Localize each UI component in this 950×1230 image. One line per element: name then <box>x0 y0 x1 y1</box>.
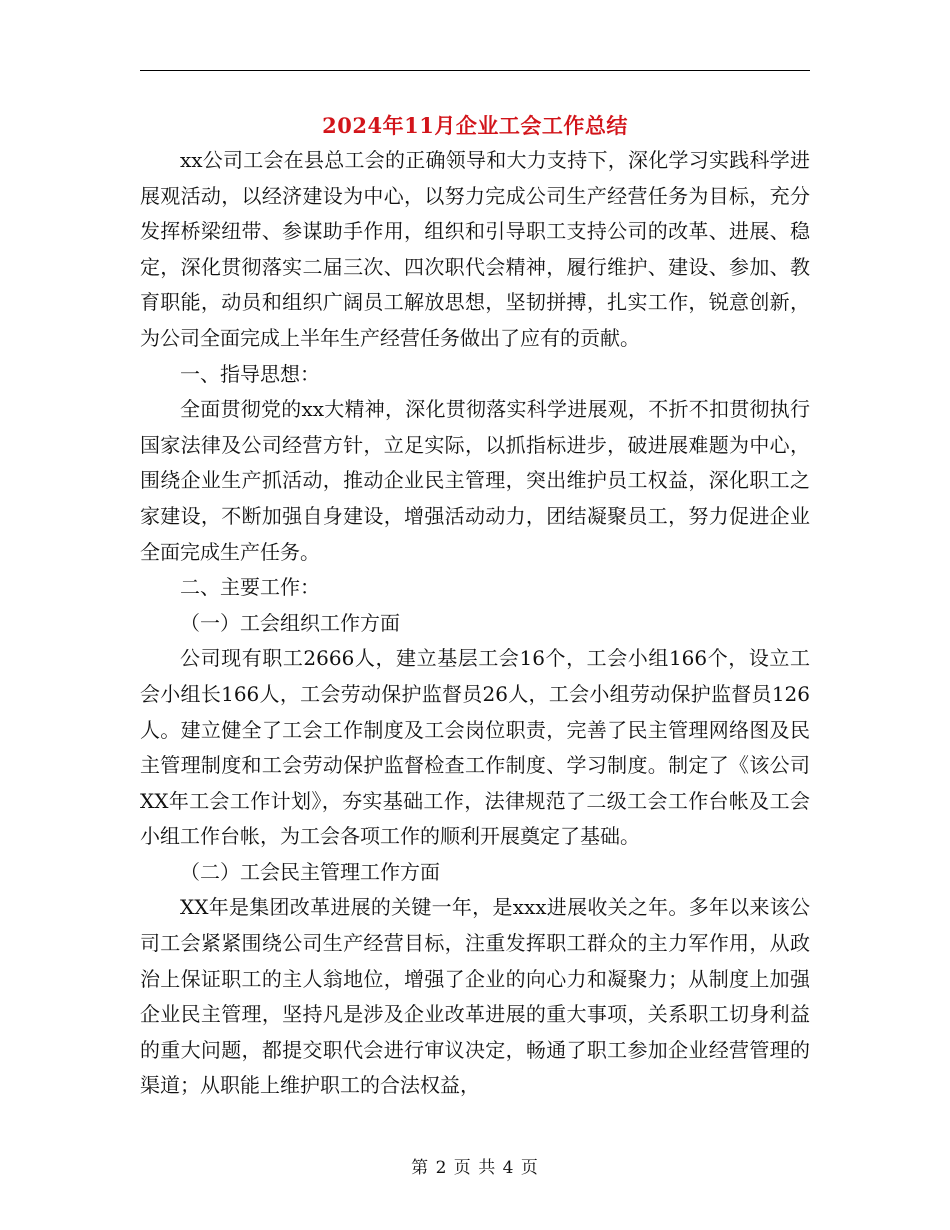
subsection-heading-democratic-management: （二）工会民主管理工作方面 <box>180 859 440 884</box>
section-heading-guiding-ideology: 一、指导思想： <box>180 361 320 386</box>
organization-paragraph: 公司现有职工2666人，建立基层工会16个，工会小组166个，设立工会小组长166人，工会劳动保护监督员26人，工会小组劳动保护监督员126人。建立健全了工会工作制度及工会岗位职责，完善了民主管理网络图及民主管理制度和工会劳动保护监督检查工作制度、学习制度。制定了《该公司XX年工会工作计划》，夯实基础工作，法律规范了二级工会工作台帐及工会小组工作台帐，为工会各项工作的顺利开展奠定了基础。 <box>140 646 810 849</box>
page-number-footer: 第 2 页 共 4 页 <box>411 1158 539 1178</box>
header-rule <box>140 70 810 71</box>
intro-paragraph: xx公司工会在县总工会的正确领导和大力支持下，深化学习实践科学进展观活动，以经济建设为中心，以努力完成公司生产经营任务为目标，充分发挥桥梁纽带、参谋助手作用，组织和引导职工支持公司的改革、进展、稳定，深化贯彻落实二届三次、四次职代会精神，履行维护、建设、参加、教育职能，动员和组织广阔员工解放思想，坚韧拼搏，扎实工作，锐意创新，为公司全面完成上半年生产经营任务做出了应有的贡献。 <box>140 148 810 350</box>
section-heading-main-work: 二、主要工作： <box>180 575 320 600</box>
document-body <box>140 143 810 1104</box>
document-title: 2024年11月企业工会工作总结 <box>322 113 628 138</box>
guiding-ideology-paragraph: 全面贯彻党的xx大精神，深化贯彻落实科学进展观，不折不扣贯彻执行国家法律及公司经营方针，立足实际，以抓指标进步，破进展难题为中心，围绕企业生产抓活动，推动企业民主管理，突出维护员工权益，深化职工之家建设，不断加强自身建设，增强活动动力，团结凝聚员工，努力促进企业全面完成生产任务。 <box>140 397 810 564</box>
democratic-management-paragraph: XX年是集团改革进展的关键一年，是xxx进展收关之年。多年以来该公司工会紧紧围绕公司生产经营目标，注重发挥职工群众的主力军作用，从政治上保证职工的主人翁地位，增强了企业的向心力和凝聚力；从制度上加强企业民主管理，坚持凡是涉及企业改革进展的重大事项，关系职工切身利益的重大问题，都提交职代会进行审议决定，畅通了职工参加企业经营管理的渠道；从职能上维护职工的合法权益， <box>140 895 810 1098</box>
subsection-heading-organization: （一）工会组织工作方面 <box>180 610 400 635</box>
